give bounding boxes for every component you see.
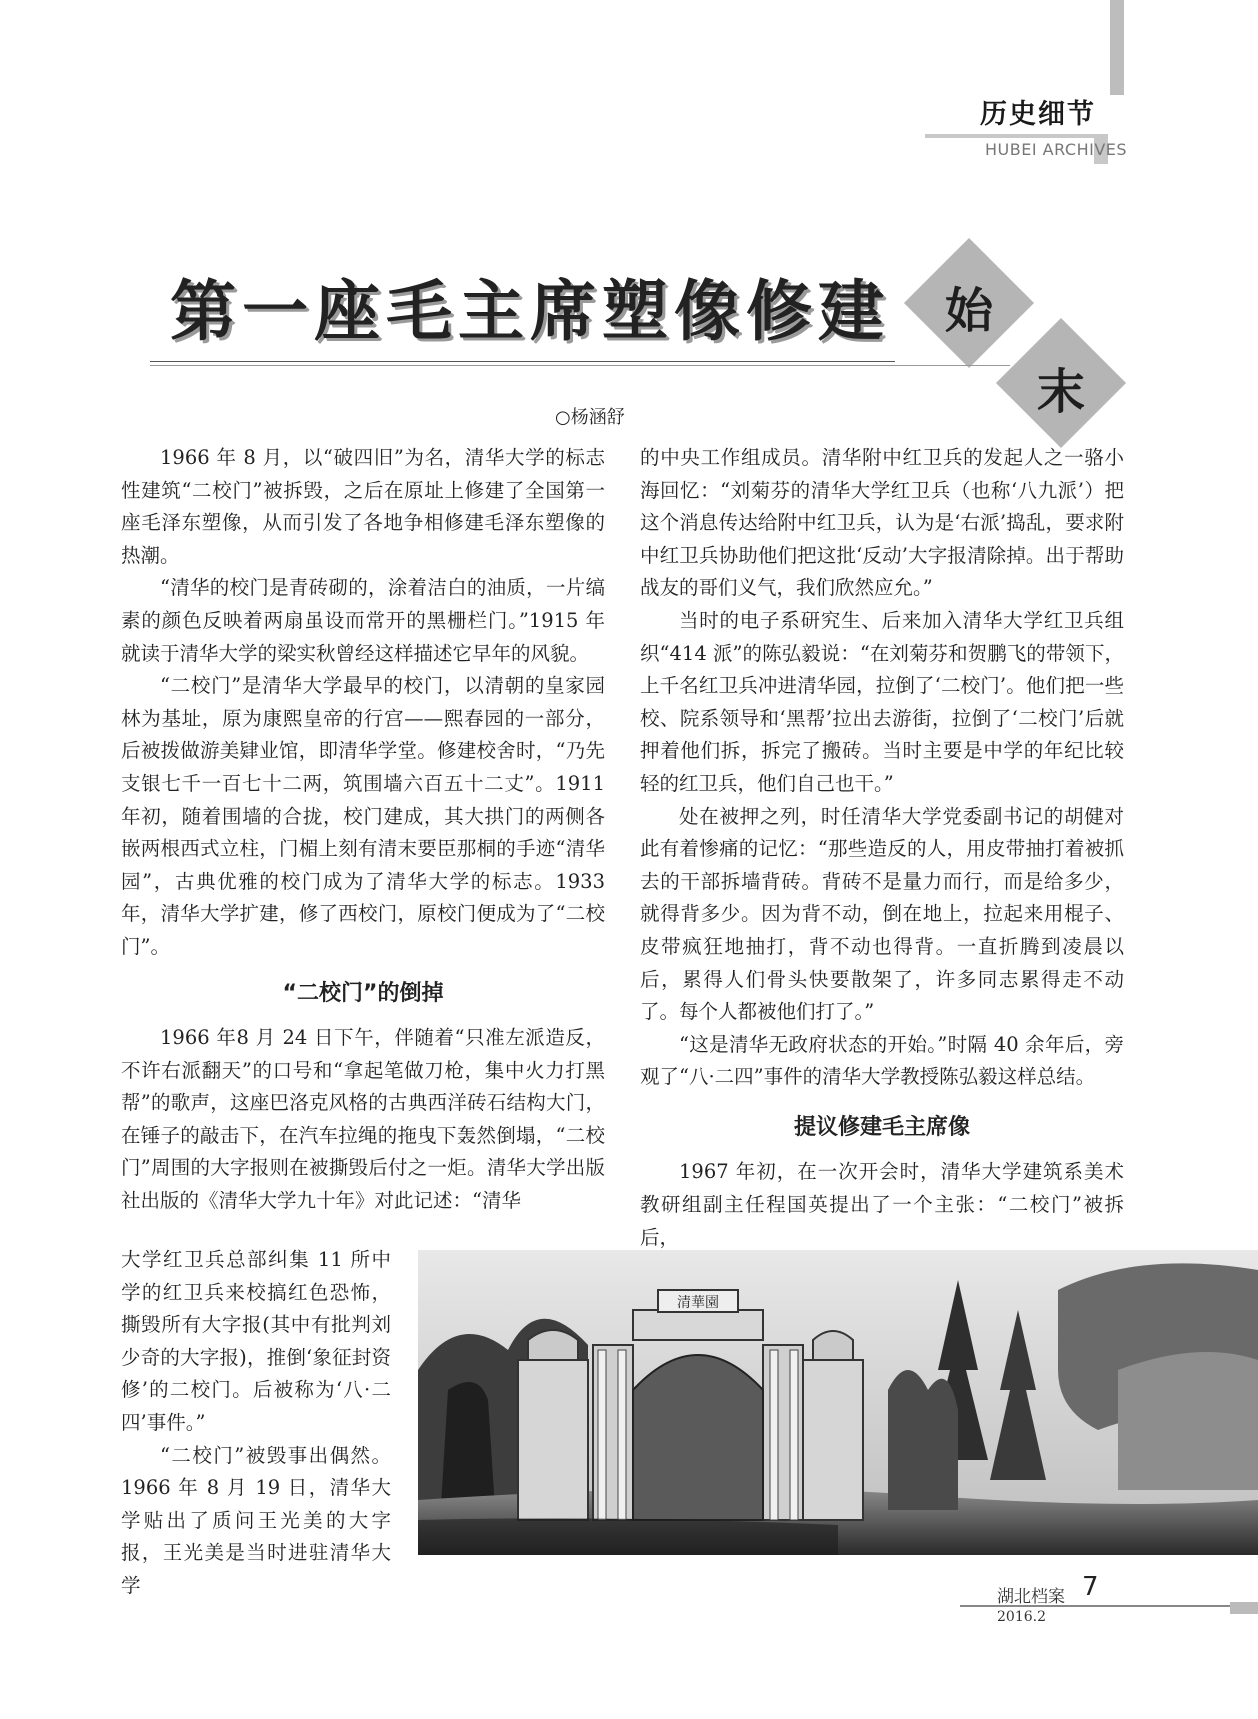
gate-photo bbox=[418, 1250, 1258, 1555]
paragraph: 大学红卫兵总部纠集 11 所中学的红卫兵来校搞红色恐怖，撕毁所有大字报(其中有批判刘少奇的大字报)，推倒‘象征封资修’的二校门。后被称为‘八·二四’事件。” bbox=[121, 1248, 391, 1434]
subheading: 提议修建毛主席像 bbox=[793, 1114, 970, 1140]
paragraph: 1966 年 8 月，以“破四旧”为名，清华大学的标志性建筑“二校门”被拆毁，之后在原址上修建了全国第一座毛泽东塑像，从而引发了各地争相修建毛泽东塑像的热潮。 bbox=[121, 446, 605, 567]
paragraph: 的中央工作组成员。清华附中红卫兵的发起人之一骆小海回忆：“刘菊芬的清华大学红卫兵（也称‘八九派’）把这个消息传达给附中红卫兵，认为是‘右派’捣乱，要求附中红卫兵协助他们把这批‘反动’大字报清除掉。出于帮助战友的哥们义气，我们欣然应允。” bbox=[640, 446, 1124, 600]
narrow-column bbox=[121, 1244, 391, 1603]
right-column bbox=[640, 442, 1124, 1254]
gate-illustration bbox=[418, 1250, 1258, 1555]
title-rule bbox=[150, 361, 895, 362]
paragraph: 1967 年初，在一次开会时，清华大学建筑系美术教研组副主任程国英提出了一个主张：“二校门”被拆后， bbox=[640, 1160, 1124, 1249]
article-title: 第一座毛主席塑像修建 bbox=[170, 273, 890, 350]
paragraph: “二校门”是清华大学最早的校门，以清朝的皇家园林为基址，原为康熙皇帝的行宫——熙春园的一部分，后被拨做游美肄业馆，即清华学堂。修建校舍时，“乃先支银七千一百七十二两，筑围墙六百五十二丈”。1911 年初，随着围墙的合拢，校门建成，其大拱门的两侧各嵌两根西式立柱，门楣上刻有清末要臣那桐的手迹“清华园”，古典优雅的校门成为了清华大学的标志。1933 年，清华大学扩建，修了西校门，原校门便成为了“二校门”。 bbox=[121, 674, 605, 958]
title-rule-secondary bbox=[150, 365, 1010, 366]
gate-plaque-text: 清華園 bbox=[677, 1295, 719, 1311]
page-number: 7 bbox=[1082, 1572, 1099, 1602]
paragraph: 当时的电子系研究生、后来加入清华大学红卫兵组织“414 派”的陈弘毅说：“在刘菊芬和贺鹏飞的带领下，上千名红卫兵冲进清华园，拉倒了‘二校门’。他们把一些校、院系领导和‘黑帮’拉出去游街，拉倒了‘二校门’后就押着他们拆，拆完了搬砖。当时主要是中学的年纪比较轻的红卫兵，他们自己也干。” bbox=[640, 608, 1124, 795]
subheading: “二校门”的倒掉 bbox=[282, 980, 444, 1006]
section-subtitle: HUBEI ARCHIVES bbox=[985, 140, 1128, 159]
title-tail-char-2: 末 bbox=[1036, 364, 1085, 420]
left-column bbox=[121, 442, 605, 1218]
paragraph: 1966 年8 月 24 日下午，伴随着“只准左派造反，不许右派翻天”的口号和“拿起笔做刀枪，集中火力打黑帮”的歌声，这座巴洛克风格的古典西洋砖石结构大门，在锤子的敲击下，在汽车拉绳的拖曳下轰然倒塌，“二校门”周围的大字报则在被撕毁后付之一炬。清华大学出版社出版的《清华大学九十年》对此记述：“清华 bbox=[121, 1026, 605, 1213]
title-tail-char-1: 始 bbox=[944, 283, 993, 339]
paragraph: “清华的校门是青砖砌的，涂着洁白的油质，一片缟素的颜色反映着两扇虽设而常开的黑栅栏门。”1915 年就读于清华大学的梁实秋曾经这样描述它早年的风貌。 bbox=[121, 576, 605, 665]
header-rule bbox=[925, 134, 1108, 138]
section-title: 历史细节 bbox=[980, 99, 1096, 130]
paragraph: “二校门”被毁事出偶然。1966 年 8 月 19 日，清华大学贴出了质问王光美的大字报，王光美是当时进驻清华大学 bbox=[121, 1443, 391, 1597]
paragraph: “这是清华无政府状态的开始。”时隔 40 余年后，旁观了“八·二四”事件的清华大学教授陈弘毅这样总结。 bbox=[640, 1032, 1124, 1089]
author-byline: ○杨涵舒 bbox=[555, 407, 625, 428]
paragraph: 处在被押之列，时任清华大学党委副书记的胡健对此有着惨痛的记忆：“那些造反的人，用皮带抽打着被抓去的干部拆墙背砖。背砖不是量力而行，而是给多少，就得背多少。因为背不动，倒在地上，拉起来用棍子、皮带疯狂地抽打，背不动也得背。一直折腾到凌晨以后，累得人们骨头快要散架了，许多同志累得走不动了。每个人都被他们打了。” bbox=[640, 804, 1124, 1024]
header-bar bbox=[1110, 0, 1124, 95]
journal-name: 湖北档案 bbox=[997, 1587, 1065, 1607]
issue-number: 2016.2 bbox=[997, 1609, 1046, 1625]
footer-bar bbox=[1230, 1602, 1258, 1614]
